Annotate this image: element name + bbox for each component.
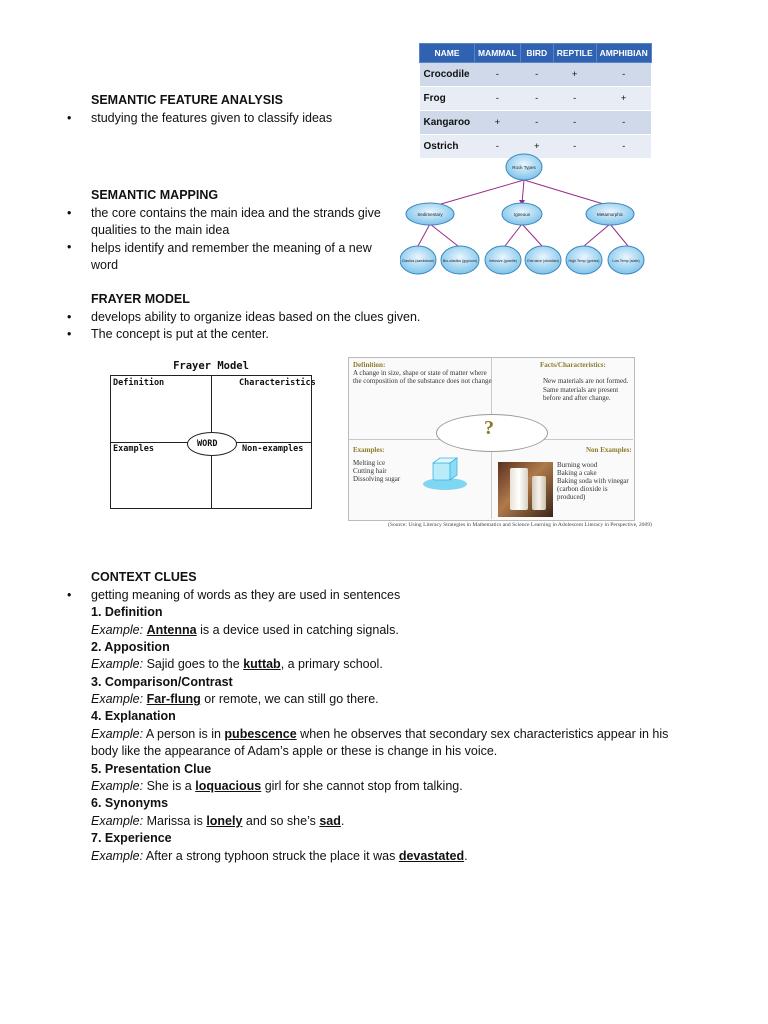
bullet-icon: • (67, 206, 72, 220)
section-heading-semantic-mapping: SEMANTIC MAPPING (91, 188, 219, 202)
table-cell: - (553, 135, 596, 159)
quadrant-heading: Non Examples: (586, 446, 632, 454)
example-label: Example: (91, 657, 144, 671)
table-cell: - (596, 63, 651, 87)
quadrant-text: Burning wood (557, 461, 598, 469)
section-heading-semantic-feature: SEMANTIC FEATURE ANALYSIS (91, 93, 283, 107)
center-question: ? (484, 417, 494, 439)
table-cell: Crocodile (420, 63, 475, 87)
quadrant-text: Melting ice (353, 459, 386, 467)
bullet-icon: • (67, 310, 72, 324)
feature-table (419, 43, 652, 158)
target-word: pubescence (224, 727, 297, 741)
clue-example: Example: Antenna is a device used in catching signals. (91, 623, 399, 637)
bullet-text: word (91, 258, 119, 272)
table-cell: - (475, 87, 521, 111)
bullet-icon: • (67, 240, 72, 254)
bullet-text: studying the features given to classify ideas (91, 111, 333, 125)
bullet-text: getting meaning of words as they are used in sentences (91, 588, 401, 602)
quadrant-text: the composition of the substance does not change (353, 377, 492, 385)
section-heading-frayer-model: FRAYER MODEL (91, 292, 190, 306)
quadrant-heading: Definition: (353, 361, 386, 369)
clue-title: 6. Synonyms (91, 796, 169, 810)
section-heading-context-clues: CONTEXT CLUES (91, 570, 197, 584)
bullet-text: develops ability to organize ideas based on the clues given. (91, 310, 421, 324)
example-label: Example: (91, 623, 144, 637)
table-cell: - (520, 63, 553, 87)
target-word: sad (319, 814, 341, 828)
table-row (420, 111, 652, 135)
table-cell: + (520, 135, 553, 159)
baking-soda-photo (498, 462, 553, 517)
bullet-text: qualities to the main idea (91, 223, 230, 237)
table-header: REPTILE (553, 44, 596, 63)
target-word: loquacious (195, 779, 262, 793)
clue-example: Example: Marissa is lonely and so she’s sad. (91, 814, 345, 828)
table-header: NAME (420, 44, 475, 63)
table-cell: Ostrich (420, 135, 475, 159)
table-cell: - (520, 87, 553, 111)
image-source-caption: (Source: Using Literacy Strategies in Mathematics and Science Learning in Adolescent Literacy in Perspective, 2009) (388, 522, 652, 528)
table-header: AMPHIBIAN (596, 44, 651, 63)
semantic-map-diagram (400, 150, 646, 278)
quadrant-text: before and after change. (543, 394, 611, 402)
map-node-label: Low Temp (slate) (612, 259, 640, 263)
frayer-quadrant-label: Examples (113, 444, 154, 454)
target-word: kuttab (243, 657, 281, 671)
clue-title: 1. Definition (91, 605, 163, 619)
target-word: devastated (398, 849, 465, 863)
table-cell: + (475, 111, 521, 135)
quadrant-text: (carbon dioxide is (557, 485, 608, 493)
example-label: Example: (91, 692, 144, 706)
map-node-label: Rock Types (512, 165, 536, 170)
table-cell: + (553, 63, 596, 87)
frayer-title: Frayer Model (173, 360, 249, 372)
clue-example: Example: Sajid goes to the kuttab, a primary school. (91, 657, 383, 671)
map-node-label: Igneous (513, 212, 531, 217)
table-row (420, 63, 652, 87)
target-word: Antenna (146, 623, 197, 637)
quadrant-text: A change in size, shape or state of matter where (353, 369, 487, 377)
table-cell: - (596, 111, 651, 135)
quadrant-text: Dissolving sugar (353, 475, 401, 483)
bullet-icon: • (67, 111, 72, 125)
quadrant-text: Baking a cake (557, 469, 597, 477)
map-node-label: Extrusive (obsidian) (527, 259, 559, 263)
clue-title: 7. Experience (91, 831, 172, 845)
map-node-label: Metamorphic (596, 212, 624, 217)
quadrant-text: produced) (557, 493, 586, 501)
table-cell: + (596, 87, 651, 111)
quadrant-text: Cutting hair (353, 467, 387, 475)
map-node-label: Sedimentary (417, 212, 443, 217)
bullet-icon: • (67, 327, 72, 341)
table-cell: Kangaroo (420, 111, 475, 135)
bullet-text: The concept is put at the center. (91, 327, 269, 341)
quadrant-text: Baking soda with vinegar (557, 477, 629, 485)
clue-example: Example: Far-flung or remote, we can still go there. (91, 692, 379, 706)
quadrant-text: New materials are not formed. (543, 377, 629, 385)
map-node-label: High Temp (gneiss) (568, 259, 600, 263)
example-label: Example: (91, 814, 144, 828)
frayer-quadrant-label: Non-examples (242, 444, 304, 454)
table-row (420, 87, 652, 111)
example-label: Example: (91, 779, 144, 793)
frayer-center-word: WORD (197, 439, 218, 449)
example-label: Example: (91, 727, 144, 741)
frayer-example-image (348, 357, 652, 531)
quadrant-heading: Facts/Characteristics: (540, 361, 606, 369)
table-cell: - (475, 63, 521, 87)
table-cell: - (553, 111, 596, 135)
target-word: lonely (206, 814, 243, 828)
map-node-label: Bio-clastics (gypsum) (442, 259, 478, 263)
table-header: BIRD (520, 44, 553, 63)
clue-example: Example: She is a loquacious girl for she cannot stop from talking. (91, 779, 463, 793)
bullet-text: the core contains the main idea and the strands give (91, 206, 381, 220)
clue-title: 2. Apposition (91, 640, 170, 654)
clue-example: Example: A person is in pubescence when he observes that secondary sex characteristics appear in his (91, 727, 669, 741)
clue-title: 5. Presentation Clue (91, 762, 212, 776)
bullet-icon: • (67, 588, 72, 602)
bullet-text: helps identify and remember the meaning of a new (91, 241, 372, 255)
quadrant-heading: Examples: (353, 446, 385, 454)
frayer-quadrant-label: Characteristics (239, 378, 316, 388)
ice-cube-icon (422, 457, 468, 491)
map-node-label: Clastics (sandstone) (401, 259, 435, 263)
frayer-model-diagram (108, 360, 314, 510)
target-word: Far-flung (146, 692, 201, 706)
clue-title: 4. Explanation (91, 709, 176, 723)
table-header: MAMMAL (475, 44, 521, 63)
table-cell: Frog (420, 87, 475, 111)
table-cell: - (520, 111, 553, 135)
clue-example: Example: After a strong typhoon struck the place it was devastated. (91, 849, 468, 863)
quadrant-text: Same materials are present (543, 386, 619, 394)
table-cell: - (475, 135, 521, 159)
table-cell: - (596, 135, 651, 159)
frayer-quadrant-label: Definition (113, 378, 165, 388)
feature-table-image (419, 43, 652, 158)
example-label: Example: (91, 849, 144, 863)
clue-example-continued: body like the appearance of Adam’s apple or these is change in his voice. (91, 744, 498, 758)
table-cell: - (553, 87, 596, 111)
map-node-label: Intrusive (granite) (489, 259, 517, 263)
clue-title: 3. Comparison/Contrast (91, 675, 233, 689)
